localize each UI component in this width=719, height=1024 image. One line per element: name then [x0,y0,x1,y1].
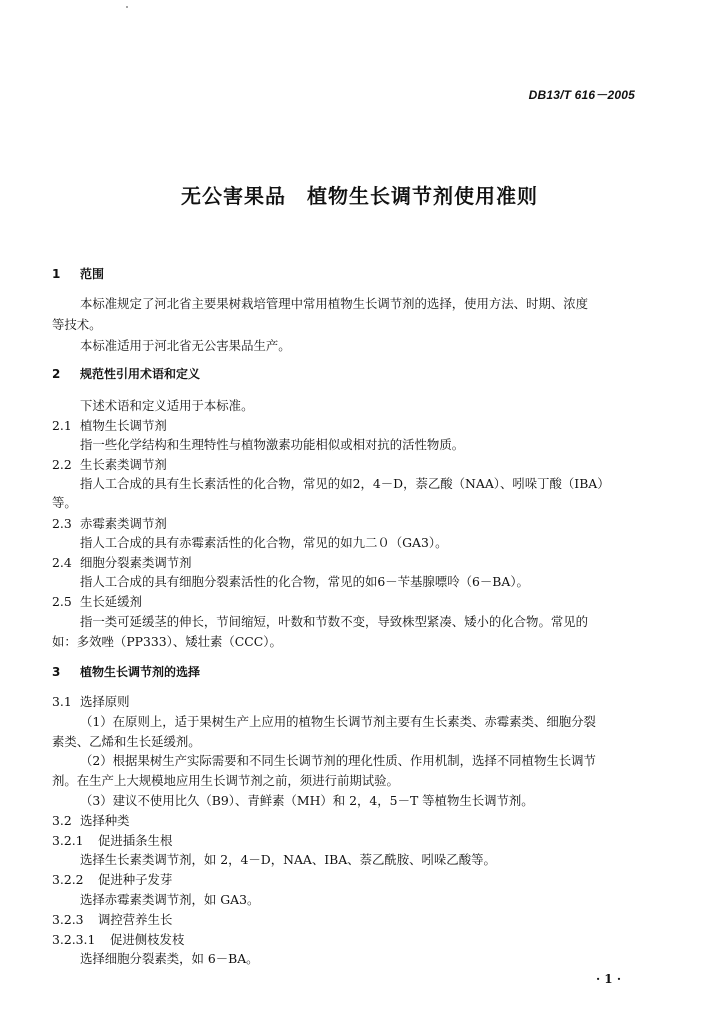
clause-3-2-3 [52,912,172,928]
clause-definition: 指一些化学结构和生理特性与植物激素功能相似或相对抗的活性物质。 [80,437,465,452]
paragraph: 下述术语和定义适用于本标准。 [80,398,254,413]
clause-3-2 [52,813,130,829]
clause-number: 3.2 [52,813,72,828]
page-number: · 1 · [595,972,621,986]
paragraph: 选择生长素类调节剂，如 2，4－D，NAA、IBA、萘乙酰胺、吲哚乙酸等。 [80,852,496,867]
clause-definition-continuation: 等。 [52,495,77,510]
clause-2-2 [52,457,167,473]
section-number: 3 [52,665,61,679]
clause-number: 2.4 [52,555,72,570]
clause-2-5 [52,594,142,610]
clause-term: 选择原则 [80,694,130,709]
clause-term: 植物生长调节剂 [80,418,167,433]
section-title: 植物生长调节剂的选择 [80,665,201,679]
section-title: 规范性引用术语和定义 [80,367,201,381]
clause-term: 选择种类 [80,813,130,828]
paragraph: （2）根据果树生产实际需要和不同生长调节剂的理化性质、作用机制，选择不同植物生长调节 [80,753,596,768]
clause-2-4 [52,555,192,571]
clause-2-1 [52,418,167,434]
document-title: 无公害果品 植物生长调节剂使用准则 [181,184,538,208]
section-2-heading [52,366,200,382]
clause-number: 2.3 [52,516,72,531]
paragraph: 本标准适用于河北省无公害果品生产。 [80,338,291,353]
paragraph: （3）建议不使用比久（B9）、青鲜素（MH）和 2，4，5－T 等植物生长调节剂。 [80,793,534,808]
clause-definition: 指人工合成的具有生长素活性的化合物，常见的如2，4－D，萘乙酸（NAA）、吲哚丁酸（IBA） [80,476,610,491]
scan-speck [126,6,128,8]
clause-term: 细胞分裂素类调节剂 [80,555,192,570]
clause-number: 3.2.3 [52,912,84,927]
clause-number: 3.2.2 [52,872,84,887]
paragraph: 选择细胞分裂素类，如 6－BA。 [80,951,259,966]
clause-3-2-1 [52,833,172,849]
clause-term: 生长延缓剂 [80,594,142,609]
paragraph: 本标准规定了河北省主要果树栽培管理中常用植物生长调节剂的选择，使用方法、时期、浓度 [80,296,589,311]
clause-3-2-3-1 [52,932,184,948]
section-title: 范围 [80,267,105,281]
clause-number: 2.5 [52,594,72,609]
clause-number: 2.1 [52,418,72,433]
paragraph: （1）在原则上，适于果树生产上应用的植物生长调节剂主要有生长素类、赤霉素类、细胞分裂 [80,714,596,729]
clause-definition: 指人工合成的具有细胞分裂素活性的化合物，常见的如6－苄基腺嘌呤（6－BA）。 [80,574,529,589]
clause-3-2-2 [52,872,172,888]
section-number: 2 [52,367,61,381]
clause-number: 3.2.1 [52,833,84,848]
clause-term: 赤霉素类调节剂 [80,516,167,531]
paragraph-continuation: 素类、乙烯和生长延缓剂。 [52,734,201,749]
clause-number: 3.2.3.1 [52,932,96,947]
clause-number: 3.1 [52,694,72,709]
clause-definition: 指一类可延缓茎的伸长，节间缩短，叶数和节数不变，导致株型紧凑、矮小的化合物。常见的 [80,614,589,629]
section-3-heading [52,664,200,680]
paragraph-continuation: 等技术。 [52,317,102,332]
clause-term: 促进插条生根 [98,833,173,848]
clause-definition: 指人工合成的具有赤霉素活性的化合物，常见的如九二０（GA3）。 [80,535,448,550]
clause-term: 调控营养生长 [98,912,173,927]
section-number: 1 [52,267,61,281]
paragraph: 选择赤霉素类调节剂，如 GA3。 [80,892,260,907]
clause-term: 生长素类调节剂 [80,457,167,472]
clause-number: 2.2 [52,457,72,472]
clause-definition-continuation: 如：多效唑（PP333）、矮壮素（CCC）。 [52,634,282,649]
clause-term: 促进侧枝发枝 [110,932,185,947]
clause-3-1 [52,694,130,710]
standard-code: DB13/T 616－2005 [528,88,635,102]
section-1-heading [52,266,104,282]
paragraph-continuation: 剂。在生产上大规模地应用生长调节剂之前，须进行前期试验。 [52,773,399,788]
clause-2-3 [52,516,167,532]
clause-term: 促进种子发芽 [98,872,173,887]
